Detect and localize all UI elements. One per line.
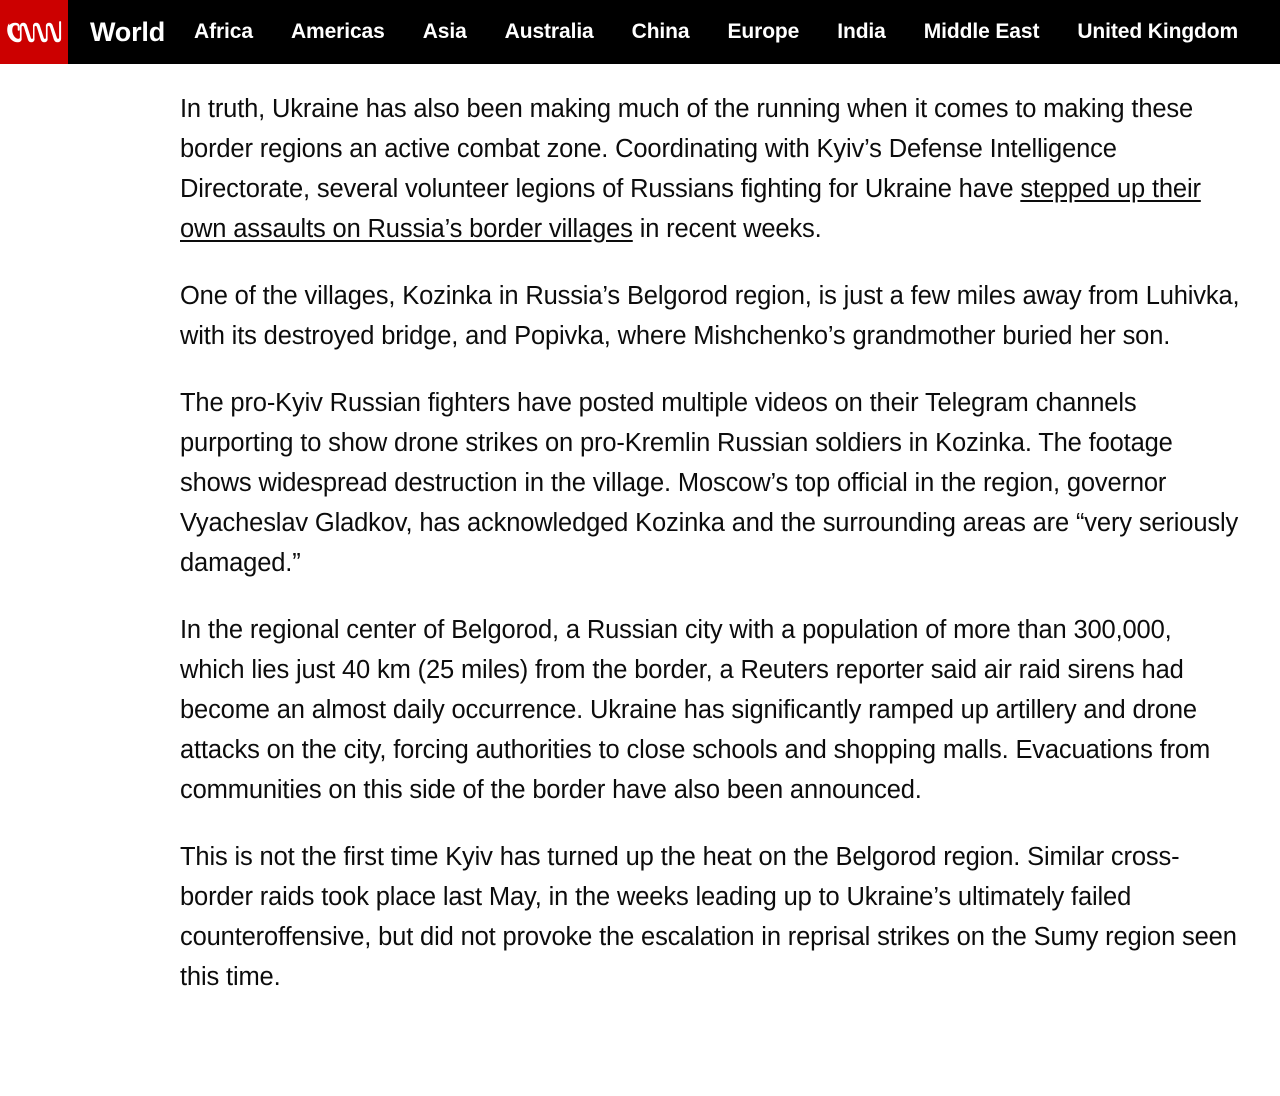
nav-item-europe[interactable]: Europe bbox=[727, 20, 800, 43]
article-paragraph bbox=[180, 89, 1240, 249]
inline-article-link[interactable]: stepped up their own assaults on Russia’s border villages bbox=[180, 175, 1201, 243]
nav-section-title[interactable]: World bbox=[90, 16, 165, 47]
article-paragraph: This is not the first time Kyiv has turned up the heat on the Belgorod region. Similar cross-border raids took place last May, in the weeks leading up to Ukraine’s ultimately failed counteroffensive, but did not provoke the escalation in reprisal strikes on the Sumy region seen this time. bbox=[180, 843, 1237, 991]
paragraph-text-before-link: In truth, Ukraine has also been making much of the running when it comes to making these border regions an active combat zone. Coordinating with Kyiv’s Defense Intelligence Directorate, several volunteer legions of Russians fighting for Ukraine have bbox=[180, 95, 1194, 203]
nav-item-africa[interactable]: Africa bbox=[194, 20, 253, 43]
article-content bbox=[180, 64, 1240, 997]
article-paragraph: In the regional center of Belgorod, a Russian city with a population of more than 300,000, which lies just 40 km (25 miles) from the border, a Reuters reporter said air raid sirens had become an almost daily occurrence. Ukraine has significantly ramped up artillery and drone attacks on the city, forcing authorities to close schools and shopping malls. Evacuations from communities on this side of the border have also been announced. bbox=[180, 616, 1211, 804]
nav-item-middle-east[interactable]: Middle East bbox=[923, 20, 1040, 43]
article-body bbox=[0, 64, 1280, 997]
article-paragraph: The pro-Kyiv Russian fighters have posted multiple videos on their Telegram channels purporting to show drone strikes on pro-Kremlin Russian soldiers in Kozinka. The footage shows widespread destruction in the village. Moscow’s top official in the region, governor Vyacheslav Gladkov, has acknowledged Kozinka and the surrounding areas are “very seriously damaged.” bbox=[180, 389, 1239, 577]
nav-item-asia[interactable]: Asia bbox=[422, 20, 467, 43]
nav-item-australia[interactable]: Australia bbox=[504, 20, 594, 43]
paragraph-text-after-link: in recent weeks. bbox=[632, 215, 822, 243]
nav-items bbox=[175, 20, 1257, 44]
nav-item-americas[interactable]: Americas bbox=[290, 20, 385, 43]
nav-item-china[interactable]: China bbox=[631, 20, 690, 43]
cnn-logo[interactable] bbox=[0, 0, 68, 64]
article-paragraph: One of the villages, Kozinka in Russia’s Belgorod region, is just a few miles away from Luhivka, with its destroyed bridge, and Popivka, where Mishchenko’s grandmother buried her son. bbox=[180, 282, 1240, 350]
nav-item-united-kingdom[interactable]: United Kingdom bbox=[1077, 20, 1239, 43]
site-header bbox=[0, 0, 1280, 64]
nav-item-india[interactable]: India bbox=[837, 20, 886, 43]
